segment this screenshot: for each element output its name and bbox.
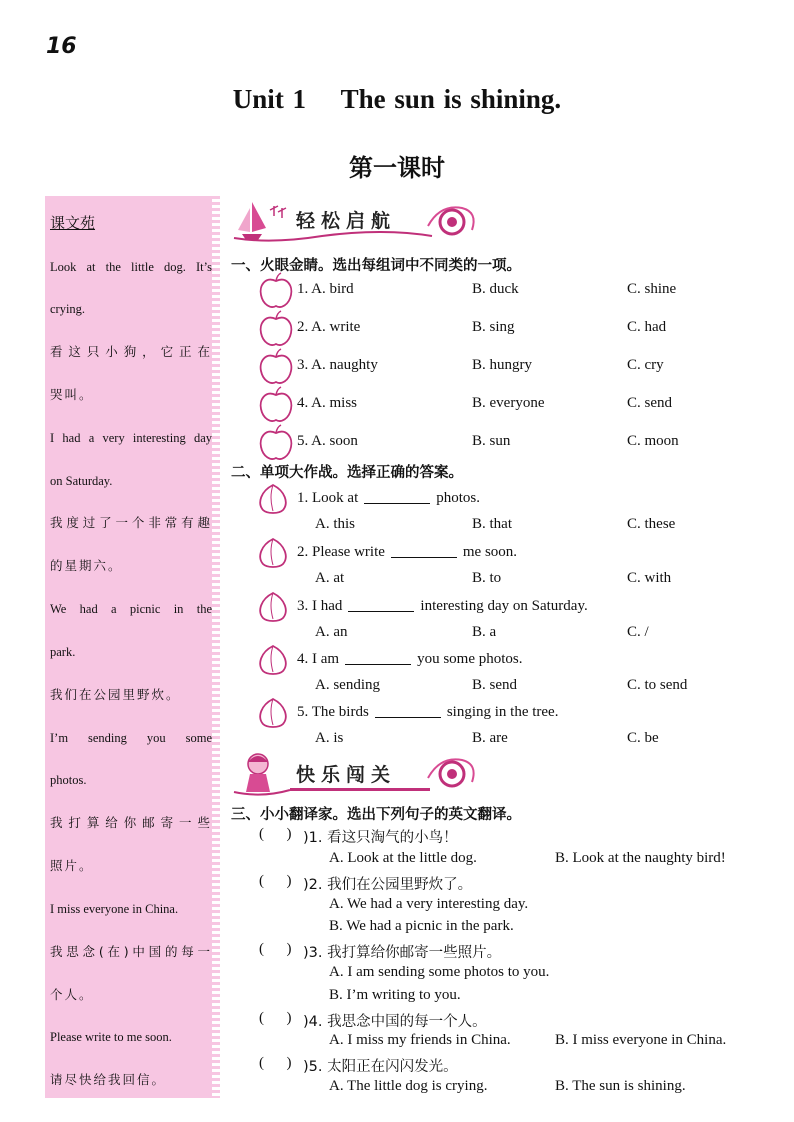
sidebar-line: 个人。: [50, 987, 94, 1002]
sidebar-line: Look at the little dog. It’s: [50, 260, 212, 274]
banner-section-2: [232, 750, 480, 796]
banner-title: 轻松启航: [296, 210, 397, 232]
s2-option-c: C. be: [627, 730, 659, 746]
answer-blank[interactable]: [348, 597, 414, 612]
sidebar-line: We had a picnic in the: [50, 602, 212, 616]
s3-question: )1. 看这只淘气的小鸟！: [303, 830, 458, 846]
sidebar-line: 请尽快给我回信。: [50, 1072, 167, 1087]
section-1-heading: 一、火眼金睛。选出每组词中不同类的一项。: [231, 258, 521, 274]
sidebar-line: 我打算给你邮寄一些: [50, 815, 212, 830]
section-3-heading: 三、小小翻译家。选出下列句子的英文翻译。: [231, 807, 521, 823]
s2-question: 2. Please write me soon.: [297, 544, 518, 560]
s3-question: )3. 我打算给你邮寄一些照片。: [303, 945, 502, 961]
apple-answer-icon[interactable]: [257, 310, 295, 348]
s2-option-a: A. at: [315, 570, 345, 586]
s1-option-b: B. duck: [472, 281, 519, 297]
peach-answer-icon[interactable]: [255, 642, 291, 676]
s1-option-a: 5. A. soon: [297, 433, 358, 449]
sidebar-line: I’m sending you some: [50, 731, 212, 745]
s2-question: 3. I had interesting day on Saturday.: [297, 598, 588, 614]
s2-option-b: B. a: [472, 624, 497, 640]
s2-option-c: C. to send: [627, 677, 688, 693]
s1-option-a: 1. A. bird: [297, 281, 354, 297]
answer-blank[interactable]: [375, 703, 441, 718]
sidebar-line: crying.: [50, 302, 86, 316]
sidebar-line: I miss everyone in China.: [50, 902, 179, 916]
answer-blank[interactable]: [364, 489, 430, 504]
s2-option-b: B. to: [472, 570, 502, 586]
apple-answer-icon[interactable]: [257, 386, 295, 424]
s1-option-c: C. shine: [627, 281, 677, 297]
s1-option-b: B. hungry: [472, 357, 532, 373]
answer-blank[interactable]: [345, 650, 411, 665]
s2-option-b: B. that: [472, 516, 512, 532]
s2-option-b: B. send: [472, 677, 517, 693]
child-character-icon: [232, 750, 292, 796]
s3-option-a: A. I miss my friends in China.: [329, 1032, 511, 1048]
s1-option-c: C. cry: [627, 357, 664, 373]
s2-option-a: A. sending: [315, 677, 380, 693]
answer-paren[interactable]: ( ): [259, 826, 292, 842]
sidebar-line: I had a very interesting day: [50, 431, 212, 445]
answer-paren[interactable]: ( ): [259, 1010, 292, 1026]
peach-answer-icon[interactable]: [255, 589, 291, 623]
s2-question: 5. The birds singing in the tree.: [297, 704, 559, 720]
s3-question: )5. 太阳正在闪闪发光。: [303, 1059, 458, 1075]
swirl-ornament-icon: [422, 750, 482, 796]
swirl-ornament-icon: [422, 198, 482, 244]
s1-option-c: C. send: [627, 395, 672, 411]
sidebar-line: 看这只小狗，它正在: [50, 344, 212, 359]
sidebar-line: 的星期六。: [50, 558, 123, 573]
banner-underline: [290, 788, 430, 791]
s3-option-b: B. The sun is shining.: [555, 1078, 686, 1094]
s3-question: )4. 我思念中国的每一个人。: [303, 1014, 487, 1030]
s1-option-a: 3. A. naughty: [297, 357, 378, 373]
s2-option-c: C. /: [627, 624, 649, 640]
s3-option-a: A. The little dog is crying.: [329, 1078, 488, 1094]
peach-answer-icon[interactable]: [255, 535, 291, 569]
sidebar-line: 我们在公园里野炊。: [50, 687, 181, 702]
s2-option-a: A. an: [315, 624, 348, 640]
banner-section-1: [232, 198, 480, 244]
apple-answer-icon[interactable]: [257, 424, 295, 462]
s1-option-a: 4. A. miss: [297, 395, 358, 411]
answer-paren[interactable]: ( ): [259, 873, 292, 889]
s2-question: 1. Look at photos.: [297, 490, 481, 506]
lesson-title: 第一课时: [349, 153, 445, 182]
sidebar-line: Please write to me soon.: [50, 1030, 172, 1044]
s1-option-b: B. sun: [472, 433, 511, 449]
answer-paren[interactable]: ( ): [259, 941, 292, 957]
s1-option-c: C. had: [627, 319, 667, 335]
apple-answer-icon[interactable]: [257, 348, 295, 386]
s2-option-c: C. with: [627, 570, 672, 586]
s3-option-b: B. Look at the naughty bird!: [555, 850, 726, 866]
s3-option-a: A. I am sending some photos to you.: [329, 964, 550, 980]
peach-answer-icon[interactable]: [255, 695, 291, 729]
s2-question: 4. I am you some photos.: [297, 651, 523, 667]
sidebar-line: photos.: [50, 773, 87, 787]
page-number: 16: [46, 34, 77, 59]
s1-option-b: B. everyone: [472, 395, 545, 411]
s1-option-b: B. sing: [472, 319, 515, 335]
answer-blank[interactable]: [391, 543, 457, 558]
s1-option-a: 2. A. write: [297, 319, 361, 335]
s3-option-b: B. I’m writing to you.: [329, 987, 461, 1003]
s3-option-a: A. Look at the little dog.: [329, 850, 477, 866]
apple-answer-icon[interactable]: [257, 272, 295, 310]
banner-title: 快乐闯关: [296, 764, 397, 786]
sidebar-line: 照片。: [50, 858, 94, 873]
s3-option-b: B. I miss everyone in China.: [555, 1032, 727, 1048]
s2-option-c: C. these: [627, 516, 676, 532]
s2-option-a: A. this: [315, 516, 356, 532]
s2-option-b: B. are: [472, 730, 508, 746]
unit-title: Unit 1 The sun is shining.: [232, 84, 562, 114]
sidebar-scalloped-edge: [212, 196, 220, 1098]
sidebar-line: park.: [50, 645, 76, 659]
sidebar-line: 哭叫。: [50, 387, 94, 402]
s2-option-a: A. is: [315, 730, 344, 746]
sidebar-line: 我思念(在)中国的每一: [50, 944, 212, 959]
section-2-heading: 二、单项大作战。选择正确的答案。: [231, 465, 463, 481]
answer-paren[interactable]: ( ): [259, 1055, 292, 1071]
sidebar-line: 我度过了一个非常有趣: [50, 515, 212, 530]
s3-question: )2. 我们在公园里野炊了。: [303, 877, 473, 893]
sidebar-line: on Saturday.: [50, 474, 113, 488]
sidebar-heading: 课文苑: [50, 214, 96, 232]
s1-option-c: C. moon: [627, 433, 679, 449]
s3-option-a: A. We had a very interesting day.: [329, 896, 529, 912]
s3-option-b: B. We had a picnic in the park.: [329, 918, 514, 934]
peach-answer-icon[interactable]: [255, 481, 291, 515]
